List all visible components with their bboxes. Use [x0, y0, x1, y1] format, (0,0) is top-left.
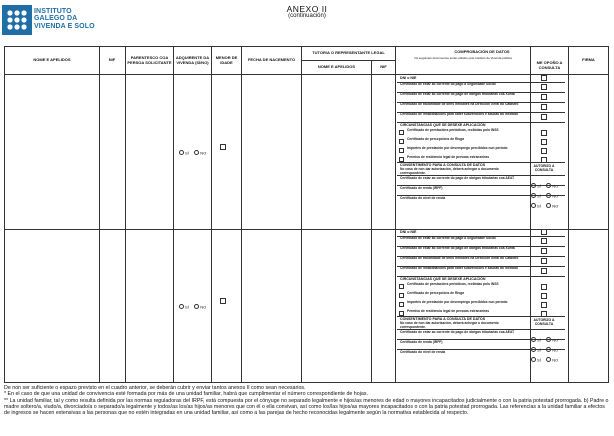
auth-item: Certificado de renda (IRPF)	[400, 186, 443, 190]
oppose-checkbox[interactable]	[541, 130, 547, 136]
circumstances-heading: CIRCUNSTANCIAS QUE SE DESEXE APLICACIÓN	[400, 277, 486, 281]
adjudicatario-radio-group	[178, 144, 206, 162]
radio-yes[interactable]	[179, 150, 184, 155]
circumstance-item: Importes de prestación por desemprego percibidos nun período	[407, 300, 508, 304]
authorise-heading: AUTORIZO A CONSULTA	[533, 318, 555, 326]
auth-item: Certificado do nivel de renda	[400, 196, 446, 200]
col-header-guardian-name: NOME E APELIDOS	[317, 63, 356, 69]
oppose-checkbox[interactable]	[541, 94, 547, 100]
footnote-1: De non ser suficiente o espazo previsto en el cuadro anterior, se deberán cubrir y enviar tantos anexos II como sean necesarios.	[4, 385, 306, 391]
col-header-guardian: TUTOR/A O REPRESENTANTE LEGAL	[312, 50, 385, 56]
radio-yes-label: SÍ	[537, 203, 541, 209]
oppose-checkbox[interactable]	[541, 75, 547, 81]
circumstance-item: Importes de prestación por desemprego percibidos nun período	[407, 146, 508, 150]
col-header-oppose: ME OPOÑO A CONSULTA	[536, 60, 563, 70]
auth-item: Certificado de estar ao corrente do pago de obrigas tributarias coa AEAT	[400, 176, 515, 180]
auth-radio-group	[530, 197, 558, 215]
oppose-checkbox[interactable]	[541, 229, 547, 235]
logo-line-1: INSTITUTO	[34, 8, 72, 15]
minor-checkbox[interactable]	[220, 144, 226, 150]
consent-item: Certificado de estar ao corrente do pago á Seguridade Social	[400, 236, 496, 240]
adjudicatario-radio-group	[178, 298, 206, 316]
radio-no-label: NO	[552, 183, 559, 189]
circumstance-checkbox[interactable]	[399, 302, 404, 307]
oppose-checkbox[interactable]	[541, 248, 547, 254]
col-header-nif: NIF	[108, 57, 116, 63]
consent-item: Certificado de inhabilitacións para obter subvencións e axudas do Instituto	[400, 112, 518, 116]
col-header-adjudicatario: ADQUIRENTE DA VIVENDA (SÍ/NO)	[175, 54, 210, 65]
radio-yes-label: SÍ	[537, 193, 541, 199]
oppose-checkbox[interactable]	[541, 258, 547, 264]
circumstance-checkbox[interactable]	[399, 284, 404, 289]
consent-heading: CONSENTIMENTO PARA A CONSULTA DE DATOS	[400, 163, 486, 167]
radio-yes[interactable]	[179, 304, 184, 309]
row-separator	[5, 229, 608, 230]
circumstance-item: Certificado de percepcións de Risga	[407, 291, 464, 295]
radio-no-label: NO	[200, 150, 207, 156]
circumstance-item: Certificado de prestacións periódicas, recibidas polo INSS	[407, 128, 499, 132]
circumstances-heading: CIRCUNSTANCIAS QUE SE DESEXE APLICACIÓN	[400, 123, 486, 127]
consent-item: Certificado de inhabilitacións para obter subvencións e axudas do Instituto	[400, 266, 518, 270]
circumstance-item: Permiso de residencia legal de persoas estranxeiras	[407, 155, 490, 159]
circumstance-item: Certificado de percepcións de Risga	[407, 137, 464, 141]
auth-radio-group	[530, 351, 558, 369]
logo-line-3: VIVENDA E SOLO	[34, 22, 95, 30]
radio-no-label: NO	[552, 193, 559, 199]
radio-yes-label: SÍ	[537, 183, 541, 189]
oppose-checkbox[interactable]	[541, 284, 547, 290]
oppose-checkbox[interactable]	[541, 139, 547, 145]
consent-item: Certificado de estar ao corrente do pago de obrigas tributarias coa Xunta	[400, 92, 515, 96]
auth-item: Certificado de renda (IRPF)	[400, 340, 443, 344]
col-header-data-check: COMPROBACIÓN DE DATOS	[454, 48, 510, 54]
consent-note: No caso de non dar autorización, deberá achegar o documento correspondente.	[400, 321, 499, 329]
annex-subtitle: (continuación)	[288, 13, 326, 19]
col-header-kinship: PARENTESCO COA PERSOA SOLICITANTE	[127, 54, 172, 65]
oppose-checkbox[interactable]	[541, 238, 547, 244]
radio-yes-label: SÍ	[185, 150, 189, 156]
footnotes	[4, 385, 610, 416]
col-header-birth: FECHA DE NACEMENTO	[247, 57, 296, 63]
radio-no[interactable]	[194, 304, 199, 309]
oppose-checkbox[interactable]	[541, 268, 547, 274]
consent-note: No caso de non dar autorización, deberá achegar o documento correspondente.	[400, 167, 499, 175]
logo-line-2: GALEGO DA	[34, 15, 78, 23]
col-header-signature: FIRMA	[582, 57, 595, 63]
radio-yes[interactable]	[531, 203, 536, 208]
minor-checkbox[interactable]	[220, 298, 226, 304]
auth-item: Certificado do nivel de renda	[400, 350, 446, 354]
consent-dni: DNI o NIE	[400, 76, 417, 80]
radio-no-label: NO	[552, 347, 559, 353]
radio-yes[interactable]	[531, 357, 536, 362]
consent-item: Certificado de titularidade de bens inmobles na Dirección Xeral do Catastro	[400, 102, 519, 106]
oppose-checkbox[interactable]	[541, 114, 547, 120]
authorise-heading: AUTORIZO A CONSULTA	[533, 164, 555, 172]
radio-yes-label: SÍ	[185, 304, 189, 310]
footnote-2: * En el caso de que una unidad de convivencia esté formada por más de una unidad familiar, habrá que cumplimentar el número correspondiente de hojas.	[4, 391, 368, 398]
radio-no-label: NO	[552, 203, 559, 209]
oppose-checkbox[interactable]	[541, 293, 547, 299]
radio-no-label: NO	[552, 357, 559, 363]
radio-no[interactable]	[546, 357, 551, 362]
col-header-data-check-note: Os seguintes documentos serán obtidos polo Instituto de Vivenda pública	[414, 55, 512, 60]
radio-no-label: NO	[552, 337, 559, 343]
circumstance-checkbox[interactable]	[399, 148, 404, 153]
radio-no[interactable]	[194, 150, 199, 155]
consent-item: Certificado de titularidade de bens inmobles na Dirección Xeral do Catastro	[400, 256, 519, 260]
radio-no-label: NO	[200, 304, 207, 310]
oppose-checkbox[interactable]	[541, 302, 547, 308]
col-header-name: NOME E APELIDOS	[33, 57, 71, 63]
oppose-checkbox[interactable]	[541, 84, 547, 90]
consent-dni: DNI o NIE	[400, 230, 417, 234]
circumstance-checkbox[interactable]	[399, 139, 404, 144]
annex-title: ANEXO II	[286, 4, 328, 14]
footnote-3: ** La unidad familiar, tal y como resulta definida por las normas reguladoras del IRPF, está compuesta por el cónyuge no separado legalmente e hijos/as menores de edad o mayores incapacitados judicialmente o con la patria potestad prorrogada. b) Padre o madre soltero/a, viudo/a, divorciado/a o separado/a legalmente y todos/as los/as hijos/as menores que con él o ella convivan, así como los/las hijos/as mayores incapacitados o con la patria potestad prorrogada. Las referencias a la unidad familiar a efectos de ingresos se hacen extensivas a las personas que no estén integradas en una unidad familiar, así como a las parejas de hecho reconocidas legalmente según la normativa establecida al respecto.	[4, 397, 609, 417]
circumstance-item: Permiso de residencia legal de persoas estranxeiras	[407, 309, 490, 313]
circumstance-checkbox[interactable]	[399, 293, 404, 298]
radio-yes-label: SÍ	[537, 347, 541, 353]
consent-item: Certificado de estar ao corrente do pago de obrigas tributarias coa Xunta	[400, 246, 515, 250]
oppose-checkbox[interactable]	[541, 104, 547, 110]
auth-item: Certificado de estar ao corrente do pago de obrigas tributarias coa AEAT	[400, 330, 515, 334]
col-header-guardian-nif: NIF	[380, 63, 387, 69]
circumstance-checkbox[interactable]	[399, 130, 404, 135]
circumstance-item: Certificado de prestacións periódicas, recibidas polo INSS	[407, 282, 499, 286]
oppose-checkbox[interactable]	[541, 148, 547, 154]
header-bottom-line	[5, 74, 608, 75]
radio-yes-label: SÍ	[537, 337, 541, 343]
radio-no[interactable]	[546, 203, 551, 208]
consent-item: Certificado de estar ao corrente do pago á Seguridade Social	[400, 82, 496, 86]
radio-yes-label: SÍ	[537, 357, 541, 363]
consent-heading: CONSENTIMENTO PARA A CONSULTA DE DATOS	[400, 317, 486, 321]
col-header-minor: MENOR DE IDADE	[215, 54, 238, 65]
